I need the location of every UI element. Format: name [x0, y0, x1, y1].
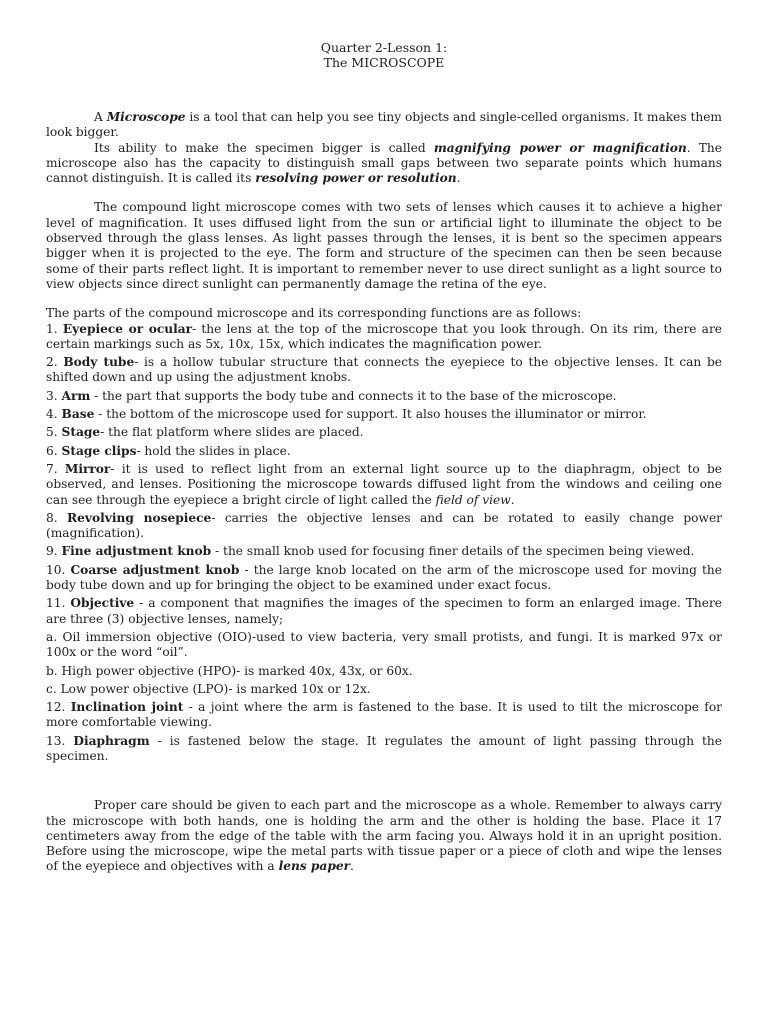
item-number: 11. [46, 596, 71, 611]
part-description: - hold the slides in place. [136, 443, 291, 458]
part-term: Body tube [63, 355, 135, 370]
part-description: - the large knob located on the arm of the microscope used for moving the body tube down and up for bringing the object to be examined under exact focus. [46, 562, 722, 593]
intro-text: A [94, 110, 107, 124]
part-description: - is fastened below the stage. It regulates the amount of light passing through the specimen. [46, 733, 722, 763]
part-item-2 [46, 355, 722, 386]
part-item-12 [46, 700, 722, 731]
item-number: 5. [46, 425, 62, 440]
part-term: Mirror [64, 461, 111, 476]
part-term: Stage clips [61, 443, 137, 458]
item-number: 1. [46, 321, 63, 336]
part-term: Diaphragm [73, 733, 150, 748]
term-microscope: Microscope [106, 110, 186, 124]
part-term: Base [61, 407, 95, 422]
part-term: Objective [70, 596, 135, 611]
item-number: 8. [46, 510, 68, 525]
part-item-4 [46, 407, 722, 422]
part-description: . [510, 492, 515, 507]
part-item-13 [46, 734, 722, 765]
part-term: Fine adjustment knob [61, 544, 212, 559]
care-paragraph [46, 798, 722, 874]
document-body [46, 110, 722, 875]
intro-text: . The microscope also has the capacity to distinguish small gaps between two separate points which humans cannot distinguish. It is called its [46, 140, 722, 186]
part-description: - the bottom of the microscope used for support. It also houses the illuminator or mirror. [94, 407, 647, 422]
part-term: Arm [61, 388, 91, 403]
item-number: 7. [46, 461, 65, 476]
item-number: 3. [46, 388, 62, 403]
item-number: 10. [46, 562, 71, 577]
part-item-11 [46, 596, 722, 627]
title-line-1: Quarter 2-Lesson 1: [320, 40, 448, 55]
part-item-3 [46, 389, 722, 404]
part-term: Revolving nosepiece [67, 510, 212, 525]
part-item-9 [46, 544, 722, 559]
intro-paragraph-2 [46, 141, 722, 187]
term-resolution: resolving power or resolution [255, 171, 457, 186]
intro-text: Its ability to make the specimen bigger is called [94, 140, 434, 155]
part-description: - a joint where the arm is fastened to the base. It is used to tilt the microscope for more comfortable viewing. [46, 700, 722, 730]
objective-item-c: c. Low power objective (LPO)- is marked 10x or 12x. [46, 681, 371, 696]
part-item-6 [46, 444, 722, 459]
item-number: 2. [46, 355, 64, 370]
part-description: - a component that magnifies the images of the specimen to form an enlarged image. There are three (3) objective lenses, namely; [46, 596, 722, 626]
term-magnification: magnifying power or magnification [433, 140, 687, 155]
term-lens-paper: lens paper [278, 859, 351, 874]
compound-microscope-paragraph: The compound light microscope comes with two sets of lenses which causes it to achieve a higher level of magnification. It uses diffused light from the sun or artificial light to illuminate the object to be observed through the glass lenses. As light passes through the lenses, it is bent so the specimen appears bigger when it is projected to the eye. The form and structure of the specimen can then be seen because some of their parts reflect light. It is important to remember never to use direct sunlight as a light source to view objects since direct sunlight can permanently damage the retina of the eye. [46, 200, 722, 291]
part-description: - the flat platform where slides are placed. [100, 425, 364, 440]
intro-text: is a tool that can help you see tiny objects and single-celled organisms. It makes them look bigger. [46, 110, 722, 140]
part-term: Inclination joint [70, 700, 184, 715]
part-description: - the part that supports the body tube and connects it to the base of the microscope. [90, 388, 617, 403]
item-number: 12. [46, 700, 71, 715]
title-line-2: The MICROSCOPE [323, 55, 445, 70]
part-item-10 [46, 563, 722, 594]
part-term: Eyepiece or ocular [62, 321, 193, 336]
intro-text: . [456, 171, 461, 186]
part-item-5 [46, 425, 722, 440]
item-number: 9. [46, 544, 62, 559]
intro-paragraph-1 [46, 110, 722, 141]
item-number: 13. [46, 733, 74, 748]
care-text: . [350, 859, 354, 874]
item-number: 4. [46, 407, 62, 422]
part-description: - is a hollow tubular structure that connects the eyepiece to the objective lenses. It can be shifted down and up using the adjustment knobs. [46, 355, 722, 385]
part-term: Stage [61, 425, 101, 440]
care-text: Proper care should be given to each part and the microscope as a whole. Remember to always carry the microscope with both hands, one is holding the arm and the other is holding the base. Place it 17 centimeters away from the edge of the table with the arm facing you. Always hold it in an upright position. Before using the microscope, wipe the metal parts with tissue paper or a piece of cloth and wipe the lenses of the eyepiece and objectives with a [46, 798, 722, 874]
part-term: Coarse adjustment knob [70, 562, 240, 577]
item-number: 6. [46, 443, 62, 458]
part-description: - the small knob used for focusing finer details of the specimen being viewed. [211, 544, 695, 559]
page-title [46, 40, 722, 70]
part-item-7 [46, 462, 722, 508]
part-description: - the lens at the top of the microscope that you look through. On its rim, there are certain markings such as 5x, 10x, 15x, which indicates the magnification power. [46, 321, 722, 351]
part-item-8 [46, 511, 722, 542]
part-item-1 [46, 322, 722, 353]
term-field-of-view: field of view [435, 492, 511, 507]
parts-intro: The parts of the compound microscope and its corresponding functions are as follows: [46, 306, 582, 321]
objective-item-a: a. Oil immersion objective (OIO)-used to view bacteria, very small protists, and fungi. It is marked 97x or 100x or the word “oil”. [46, 629, 722, 660]
part-description: - carries the objective lenses and can be rotated to easily change power (magnification). [46, 510, 722, 541]
part-description: - it is used to reflect light from an external light source up to the diaphragm, object to be observed, and lenses. Positioning the microscope towards diffused light from the windows and ceiling one can see through the eyepiece a bright circle of light called the [46, 461, 722, 507]
objective-item-b: b. High power objective (HPO)- is marked 40x, 43x, or 60x. [46, 663, 413, 678]
